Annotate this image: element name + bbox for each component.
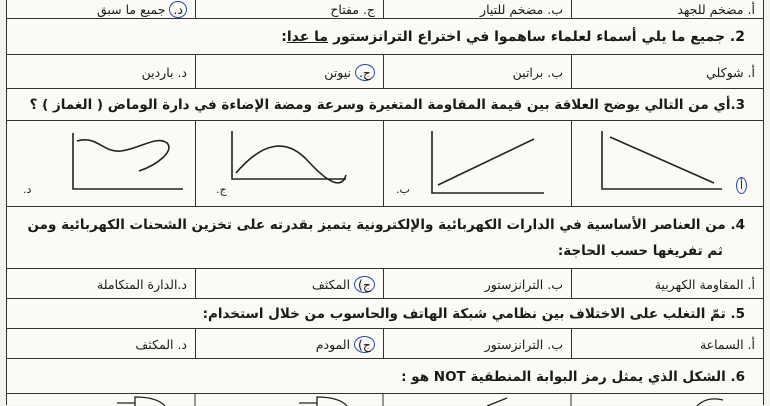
q1-option-d[interactable]: د. جميع ما سبق — [7, 0, 195, 18]
q2-option-d[interactable]: د. باردين — [141, 64, 187, 80]
q5-option-b[interactable]: ب. الترانزستور — [383, 329, 571, 359]
logic-gate-shapes — [7, 394, 763, 406]
q5-option-c[interactable]: ج) المودم — [195, 329, 383, 359]
q3-option-c-graph[interactable] — [195, 121, 383, 207]
q4-question-row — [7, 206, 763, 269]
q4-text-line2: ثم تفريغها حسب الحاجة: — [557, 243, 723, 259]
q3-option-a-label: أ — [736, 177, 747, 194]
q5-options-row — [7, 328, 763, 359]
answer-circle: ج. — [355, 64, 375, 81]
q1-options-row — [7, 0, 763, 18]
q2-options-row — [7, 54, 763, 89]
q4-option-a[interactable]: أ. المقاومة الكهربية — [571, 269, 763, 299]
q2-option-b[interactable]: ب. براتين — [383, 55, 571, 89]
q6-gates-row — [7, 393, 763, 406]
q2-option-c[interactable]: ج. نيوتن — [195, 55, 383, 89]
q5-question-row — [7, 298, 763, 329]
q5-option-a[interactable]: أ. السماعة — [571, 329, 763, 359]
q3-option-b-graph[interactable] — [383, 121, 571, 207]
q3-question-row — [7, 88, 763, 121]
increasing-line-graph — [384, 121, 572, 207]
q3-graphs-row — [7, 120, 763, 207]
wavy-curve-graph — [7, 121, 195, 207]
q3-option-d-graph[interactable] — [7, 121, 195, 207]
q2-question-row — [7, 18, 763, 55]
decreasing-line-graph — [572, 121, 762, 207]
q3-option-d-label: د. — [23, 183, 32, 196]
exam-sheet — [6, 0, 764, 405]
q1-option-a[interactable]: أ. مضخم للجهد — [571, 0, 763, 18]
q4-option-c[interactable]: ج) المكثف — [195, 269, 383, 299]
q3-option-c-label: ج. — [216, 183, 227, 196]
q4-options-row — [7, 268, 763, 299]
q4-option-b[interactable]: ب. الترانزستور — [383, 269, 571, 299]
q3-option-a-graph[interactable] — [571, 121, 763, 207]
q1-option-b[interactable]: ب. مضخم للتيار — [383, 0, 571, 18]
q6-text: 6. الشكل الذي يمثل رمز البوابة المنطقية NOT هو : — [401, 368, 745, 385]
answer-circle: د. — [169, 1, 187, 18]
q4-text-line1: 4. من العناصر الأساسية في الدارات الكهربائية والإلكترونية يتميز بقدرته على تخزين الشحنات الكهربائية ومن — [27, 217, 745, 233]
q5-text: 5. تمّ التغلب على الاختلاف بين نظامي شبكة الهاتف والحاسوب من خلال استخدام: — [202, 306, 745, 322]
q2-text: 2. جميع ما يلي أسماء لعلماء ساهموا في اختراع الترانزستور ما عدا: — [281, 29, 745, 45]
answer-circle: ج) — [354, 336, 375, 353]
q6-question-row — [7, 358, 763, 394]
q3-option-b-label: ب. — [396, 183, 410, 196]
answer-circle: ج) — [354, 276, 375, 293]
q4-option-d[interactable]: د.الدارة المتكاملة — [97, 276, 187, 292]
q3-text: 3.أي من التالي يوضح العلاقة بين قيمة المقاومة المتغيرة وسرعة ومضة الإضاءة في دارة الوماض ( الغماز ) ؟ — [29, 97, 745, 113]
q1-option-c[interactable]: ج. مفتاح — [195, 0, 383, 18]
q2-option-a[interactable]: أ. شوكلي — [571, 55, 763, 89]
q5-option-d[interactable]: د. المكثف — [135, 336, 187, 352]
